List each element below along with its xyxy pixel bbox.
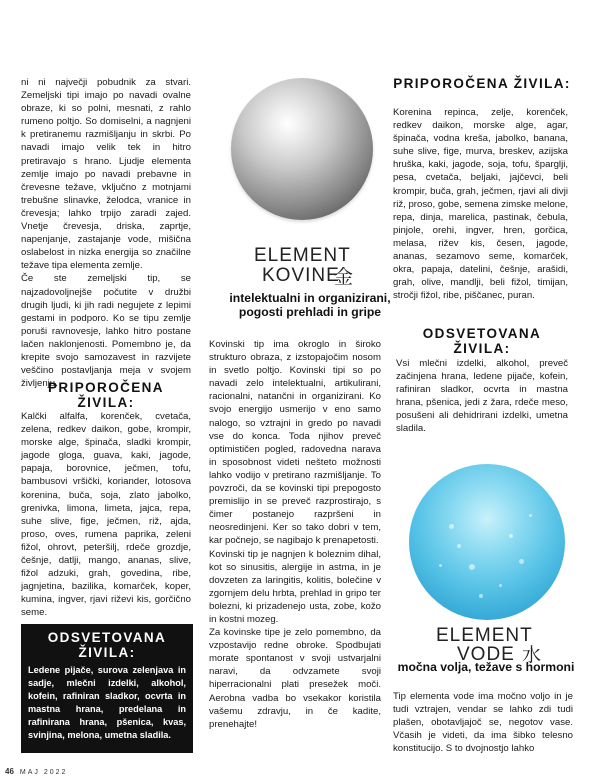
metal-title-line1: ELEMENT bbox=[254, 245, 351, 266]
metal-title-line2: KOVINE bbox=[262, 265, 340, 286]
earth-avoid-heading: ODSVETOVANA ŽIVILA: bbox=[47, 630, 167, 660]
metal-recommended-heading: PRIPOROČENA ŽIVILA: bbox=[393, 76, 571, 91]
water-title-line2: VODE bbox=[457, 644, 515, 665]
metal-symbol-icon: 金 bbox=[334, 266, 354, 288]
page-footer bbox=[5, 767, 67, 776]
metal-paragraph-1: Kovinski tip ima okroglo in široko strukturo obraza, z izstopajočim nosom in svetlo poltjo. Kovinski tipi so po navadi zelo intelektualni, artikulirani, racionalni, natančni in organizirani. Ko svojo energijo usmerijo v eno samo nalogo, so vztrajni in gredo po navadi vse do konca. Toda njihov preveč optimističen pogled, radovedna narava in sposobnost videti nešteto možnosti lahko vodijo v pretirano razmišljanje. To povzroči, da se kovinski tipi prepogosto premislijo in se preveč razprostirajo, s čimer postanejo razpršeni in neosredinjeni. Ker so tako dobri v tem, kar počnejo, se nagibajo k prenapetosti. bbox=[209, 339, 381, 547]
metal-column bbox=[209, 338, 381, 731]
water-paragraph-1: Tip elementa vode ima močno voljo in je tudi vztrajen, vendar se lahko zdi tudi plašen, obotavljajoč se, negotov vase. Včasih je videti, da ima šibko telesno konstitucijo. S to dvojnostjo lahko bbox=[393, 691, 573, 755]
water-title-line1: ELEMENT bbox=[436, 625, 533, 646]
water-column bbox=[393, 690, 573, 755]
water-symbol-icon: 水 bbox=[522, 644, 542, 666]
metal-avoid-foods: Vsi mlečni izdelki, alkohol, preveč začinjena hrana, ledene pijače, kofein, rafiniran sladkor, ocvrta in mastna hrana, pšenica, jedi z žara, rdeče meso, posušeni ali dehidrirani izdelki, umetna sladila. bbox=[396, 358, 568, 435]
metal-paragraph-2: Kovinski tip je nagnjen k boleznim dihal, kot so sinusitis, alergije in astma, in je dovzeten za laringitis, kolitis, bolečine v zgornjem delu hrbta, prehlad in gripo ter bolezni, ki prizadenejo usta, zobe, kožo in kostni mozeg. bbox=[209, 548, 381, 625]
earth-avoid-box bbox=[21, 624, 193, 753]
earth-avoid-foods: Ledene pijače, surova zelenjava in sadje, mlečni izdelki, alkohol, kofein, rafiniran sladkor, ocvrta in mastna hrana, predelana in rafinirana hrana, pšenica, kvas, svinjina, melona, umetna sladila. bbox=[28, 665, 186, 740]
issue-date: MAJ 2022 bbox=[19, 769, 68, 776]
page-number: 46 bbox=[5, 767, 14, 776]
earth-recommended-heading: PRIPOROČENA ŽIVILA: bbox=[48, 380, 164, 410]
earth-paragraph-1: ni ni največji pobudnik za stvari. Zemeljski tipi imajo po navadi ovalne obraze, ki so polni, mesnati, z rahlo rumeno poltjo. So domiselni, a nagnjeni k pretiranemu razmišljanju in skrbi. Po navadi imajo velik tek in hitro pretiravajo s hrano. Ljudje elementa zemlje imajo po navadi prebavne in črevesne težave, vključno z motnjami trebušne slinavke, želodca, vranice in črevesja; lahko trpijo zaradi zajed. Vnetje črevesja, driska, zaprtje, napenjanje, zastajanje vode, mišična oslabelost in nizka energija so značilne težave tipa elementa zemlje. bbox=[21, 77, 191, 272]
earth-paragraph-2: Če ste zemeljski tip, se najzadovoljnejše počutite v družbi drugih ljudi, ki jih radi negujete z lepimi gestami in podporo. Ko se tipu zemlje poruši ravnovesje, lahko hitro postane lačen naklonjenosti. Pomembno je, da krepite svojo samozavest in razvijete veščino postavljanja meja v svojem življenju. bbox=[21, 273, 191, 390]
metal-sphere-image bbox=[231, 78, 373, 220]
metal-avoid-heading: ODSVETOVANA ŽIVILA: bbox=[422, 326, 542, 356]
earth-column bbox=[21, 76, 191, 390]
water-sphere-image bbox=[409, 464, 565, 620]
earth-recommended-foods: Kalčki alfalfa, korenček, cvetača, zelena, redkev daikon, gobe, krompir, morske alge, špinača, sladki krompir, jagode gloga, guava, kaki, jagode, papaja, borovnice, ječmen, tofu, bambusovi vršički, koriander, lotosova korenina, buča, soja, zlato jabolko, grenivka, limona, limeta, jajca, repa, suhe slive, fige, ječmen, riž, ajda, proso, oves, rumena paprika, zeleni fižol, ohrovt, peteršilj, rdeče grozdje, češnje, datlji, mango, ananas, slive, fižol adzuki, grah, govedina, ribe, jagnjetina, bazilika, komarček, koper, kumina, ingver, rjavi riževi kis, gorčično seme. bbox=[21, 411, 191, 619]
water-subtitle: močna volja, težave s hormoni bbox=[397, 660, 575, 674]
metal-subtitle: intelektualni in organizirani, pogosti prehladi in gripe bbox=[229, 291, 391, 319]
metal-paragraph-3: Za kovinske tipe je zelo pomembno, da vzpostavijo redne obroke. Spodbujati morate spontanost v svoji ustvarjalni naravi, da odvzamete svoji hiperracionalni plati presežek moči. Aerobna vadba bo vsekakor koristila vašemu zdravju, in če kadite, prenehajte! bbox=[209, 627, 381, 730]
metal-recommended-foods: Korenina repinca, zelje, korenček, redkev daikon, morske alge, agar, špinača, vodna kreša, jabolko, banana, suhe slive, fige, murva, breskev, azijska hruška, kaki, jagode, soja, tofu, šparglji, pesa, cvetača, beljaki, jajčevci, beli krompir, buča, grah, ječmen, rjavi ali divji riž, proso, gobe, semena zimske melone, repa, dinja, marelica, pastinak, čebula, pinjole, orehi, ingver, hren, gorčica, melasa, rižev kis, česen, jagode, ananas, sezamovo seme, komarček, okra, papaja, datelini, češnje, arašidi, grah, olive, mandlji, beli fižol, timijan, stročji fižol, ribe, piščanec, puran. bbox=[393, 107, 568, 302]
